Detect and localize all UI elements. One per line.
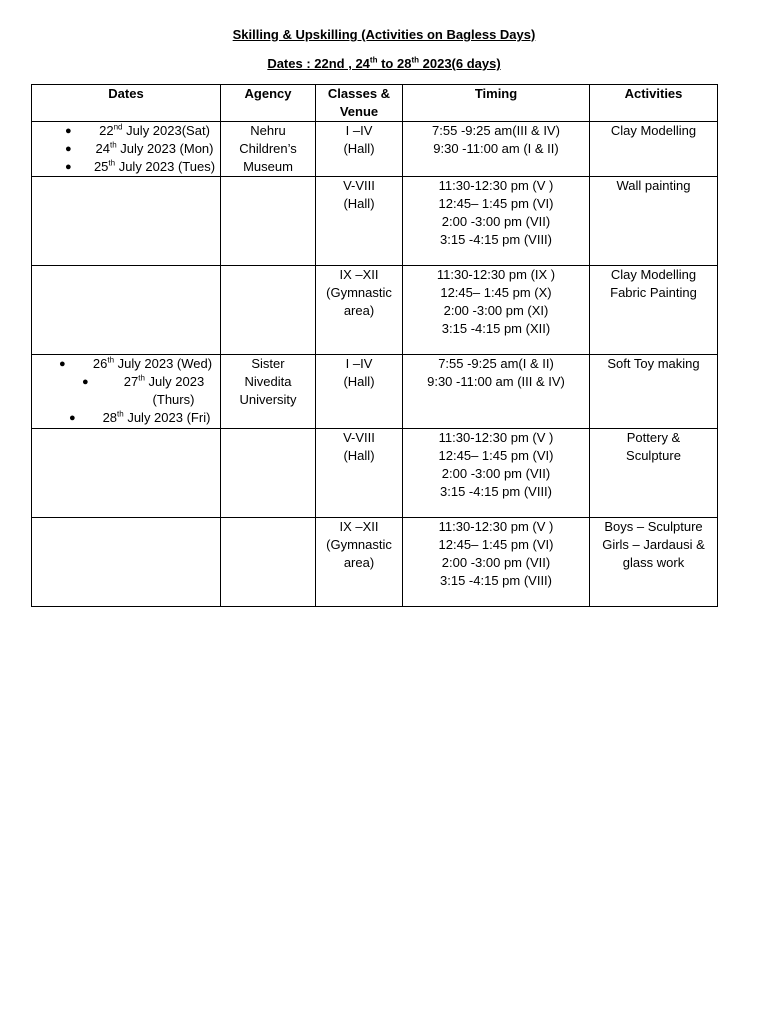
bullet-icon: ●	[59, 358, 66, 370]
classes-line: (Hall)	[343, 374, 375, 389]
activity-line: Wall painting	[616, 178, 691, 193]
dates-cell	[32, 266, 221, 355]
date-list	[35, 355, 217, 427]
date-ordinal: th	[109, 140, 117, 150]
date-list-item	[35, 158, 217, 176]
classes-cell	[316, 177, 403, 266]
classes-cell	[316, 266, 403, 355]
timing-cell	[403, 518, 590, 607]
date-list-item	[35, 391, 217, 409]
agency-line: Nehru	[250, 123, 286, 138]
timing-line: 2:00 -3:00 pm (VII)	[441, 214, 551, 229]
timing-cell	[403, 122, 590, 177]
dates-cell	[32, 177, 221, 266]
classes-line: IX –XII	[339, 267, 379, 282]
agency-line: Children’s	[239, 141, 297, 156]
date-rest: July 2023 (Wed)	[114, 356, 213, 371]
activities-cell	[590, 266, 718, 355]
date-rest: July 2023	[144, 374, 205, 389]
timing-line: 3:15 -4:15 pm (VIII)	[440, 232, 552, 247]
date-ordinal: nd	[113, 122, 123, 132]
timing-line: 3:15 -4:15 pm (VIII)	[440, 484, 552, 499]
activity-line: Soft Toy making	[607, 356, 700, 371]
date-day: 24	[95, 141, 110, 156]
timing-line: 2:00 -3:00 pm (XI)	[443, 303, 549, 318]
timing-line: 2:00 -3:00 pm (VII)	[441, 466, 551, 481]
table-row	[32, 122, 718, 177]
activity-line: Clay Modelling	[610, 123, 697, 138]
activity-line: Girls – Jardausi &	[602, 537, 705, 552]
dates-mid: to 28	[377, 56, 412, 71]
timing-cell	[403, 177, 590, 266]
dates-cell	[32, 355, 221, 429]
timing-line: 2:00 -3:00 pm (VII)	[441, 555, 551, 570]
timing-cell	[403, 429, 590, 518]
date-list-item	[35, 122, 217, 140]
classes-line: IX –XII	[339, 519, 379, 534]
date-ordinal: th	[107, 355, 115, 365]
bullet-icon: ●	[65, 143, 72, 155]
timing-cell	[403, 266, 590, 355]
timing-line: 3:15 -4:15 pm (XII)	[441, 321, 551, 336]
classes-line: (Hall)	[343, 196, 375, 211]
activities-cell	[590, 177, 718, 266]
timing-line: 12:45– 1:45 pm (X)	[440, 285, 552, 300]
classes-cell	[316, 122, 403, 177]
date-day: 27	[123, 374, 139, 389]
activities-cell	[590, 429, 718, 518]
table-row	[32, 266, 718, 355]
dates-subtitle	[0, 56, 768, 71]
bullet-icon: ●	[65, 161, 72, 173]
classes-cell	[316, 429, 403, 518]
date-day: 26	[92, 356, 108, 371]
date-rest: (Thurs)	[152, 392, 195, 407]
classes-line: area)	[343, 303, 375, 318]
agency-line: Nivedita	[244, 374, 292, 389]
column-header-agency: Agency	[221, 85, 316, 122]
agency-cell	[221, 122, 316, 177]
column-header-timing: Timing	[403, 85, 590, 122]
schedule-table	[31, 84, 718, 607]
timing-line: 12:45– 1:45 pm (VI)	[438, 537, 554, 552]
date-rest: July 2023 (Fri)	[123, 410, 211, 425]
table-row	[32, 177, 718, 266]
activities-cell	[590, 518, 718, 607]
timing-line: 9:30 -11:00 am (III & IV)	[427, 374, 565, 389]
agency-cell	[221, 429, 316, 518]
date-day: 28	[102, 410, 118, 425]
classes-line: V-VIII	[343, 430, 375, 445]
dates-cell	[32, 429, 221, 518]
classes-cell	[316, 355, 403, 429]
agency-cell	[221, 355, 316, 429]
date-ordinal: th	[108, 158, 116, 168]
timing-line: 3:15 -4:15 pm (VIII)	[440, 573, 552, 588]
date-rest: July 2023 (Mon)	[116, 141, 214, 156]
classes-line: (Hall)	[343, 448, 375, 463]
dates-prefix: Dates : 22nd , 24	[267, 56, 370, 71]
timing-line: 11:30-12:30 pm (V )	[438, 519, 554, 534]
date-ordinal: th	[138, 373, 145, 383]
timing-line: 11:30-12:30 pm (V )	[438, 430, 554, 445]
activities-cell	[590, 122, 718, 177]
column-header-dates: Dates	[32, 85, 221, 122]
timing-line: 7:55 -9:25 am(I & II)	[438, 356, 554, 371]
dates-sup-2: th	[411, 55, 420, 65]
date-day: 25	[93, 159, 109, 174]
activity-line: Sculpture	[626, 448, 681, 463]
bullet-icon: ●	[82, 376, 89, 388]
classes-line: I –IV	[345, 356, 373, 371]
classes-line: V-VIII	[343, 178, 375, 193]
agency-line: Museum	[243, 159, 293, 174]
timing-line: 12:45– 1:45 pm (VI)	[438, 196, 554, 211]
timing-line: 7:55 -9:25 am(III & IV)	[432, 123, 560, 138]
activity-line: Clay Modelling	[610, 267, 697, 282]
classes-line: (Gymnastic	[326, 537, 392, 552]
bullet-icon: ●	[65, 125, 72, 137]
date-list	[35, 122, 217, 176]
classes-cell	[316, 518, 403, 607]
activity-line: glass work	[622, 555, 685, 570]
activity-line: Fabric Painting	[610, 285, 697, 300]
date-day: 22	[99, 123, 114, 138]
timing-cell	[403, 355, 590, 429]
dates-cell	[32, 518, 221, 607]
table-row	[32, 355, 718, 429]
bullet-icon: ●	[69, 412, 76, 424]
agency-cell	[221, 266, 316, 355]
agency-line: Sister	[251, 356, 285, 371]
date-rest: July 2023(Sat)	[122, 123, 210, 138]
activity-line: Boys – Sculpture	[604, 519, 703, 534]
dates-suffix: 2023(6 days)	[419, 56, 501, 71]
classes-line: I –IV	[345, 123, 373, 138]
dates-cell	[32, 122, 221, 177]
date-list-item	[35, 409, 217, 427]
classes-line: area)	[343, 555, 375, 570]
activity-line: Pottery &	[626, 430, 681, 445]
timing-line: 12:45– 1:45 pm (VI)	[438, 448, 554, 463]
date-list-item	[35, 373, 217, 391]
date-ordinal: th	[117, 409, 124, 419]
activities-cell	[590, 355, 718, 429]
document-title: Skilling & Upskilling (Activities on Bagless Days)	[232, 27, 536, 42]
timing-line: 9:30 -11:00 am (I & II)	[433, 141, 559, 156]
agency-cell	[221, 177, 316, 266]
table-row	[32, 429, 718, 518]
date-rest: July 2023 (Tues)	[115, 159, 216, 174]
date-list-item	[35, 140, 217, 158]
timing-line: 11:30-12:30 pm (IX )	[436, 267, 556, 282]
column-header-activities: Activities	[590, 85, 718, 122]
classes-line: (Gymnastic	[326, 285, 392, 300]
agency-cell	[221, 518, 316, 607]
table-row	[32, 518, 718, 607]
date-list-item	[35, 355, 217, 373]
agency-line: University	[239, 392, 297, 407]
timing-line: 11:30-12:30 pm (V )	[438, 178, 554, 193]
classes-line: (Hall)	[343, 141, 375, 156]
dates-sup-1: th	[369, 55, 378, 65]
column-header-classes: Classes & Venue	[316, 85, 403, 122]
table-header-row	[32, 85, 718, 122]
